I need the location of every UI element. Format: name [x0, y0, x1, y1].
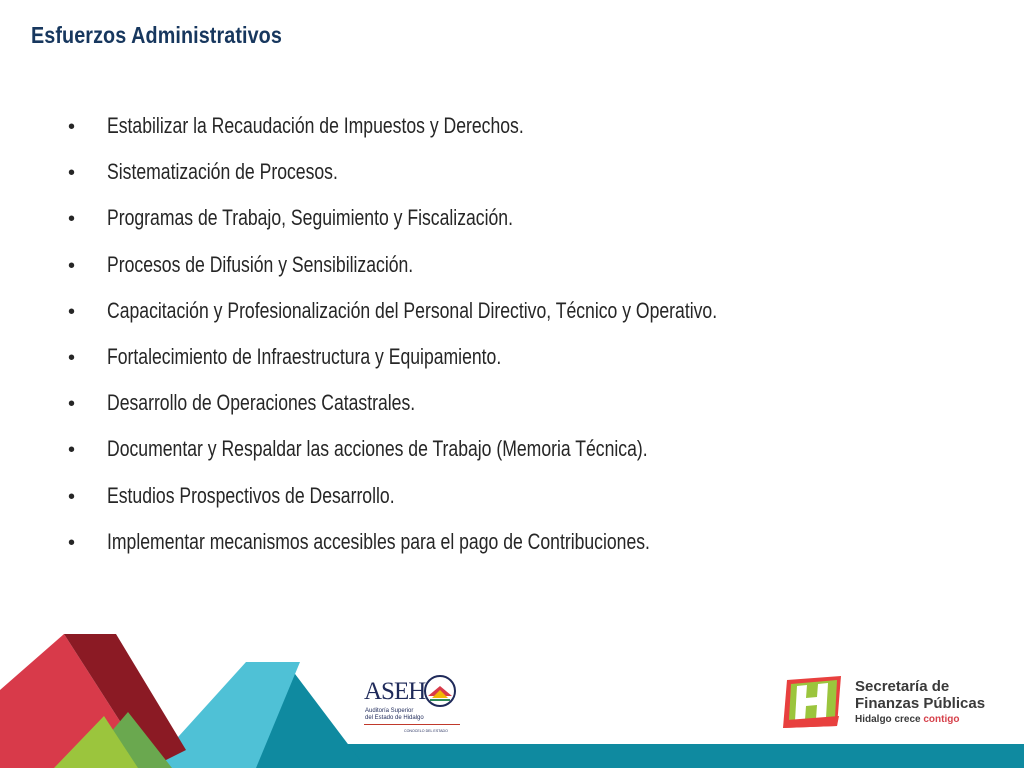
aseh-divider	[364, 724, 460, 725]
aseh-logo-subtitle	[365, 708, 455, 721]
sfp-name-line: Finanzas Públicas	[855, 695, 986, 712]
bullet-dot: •	[68, 208, 76, 231]
sfp-slogan-accent: contigo	[923, 714, 960, 725]
bullet-text: Desarrollo de Operaciones Catastrales.	[107, 390, 416, 416]
aseh-subtitle-line: del Estado de Hidalgo	[365, 714, 424, 721]
bullet-dot: •	[68, 393, 76, 416]
sfp-slogan-main: Hidalgo crece	[855, 714, 921, 725]
bullet-dot: •	[68, 162, 76, 185]
aseh-logo-name: ASEH	[364, 678, 426, 705]
aseh-logo	[360, 672, 470, 738]
bullet-dot: •	[68, 254, 76, 277]
sfp-name-line: Secretaría de	[855, 678, 950, 695]
sfp-logo	[779, 672, 989, 732]
h-logo-icon	[779, 674, 845, 730]
bullet-text: Programas de Trabajo, Seguimiento y Fiscalización.	[107, 205, 513, 231]
bullet-text: Sistematización de Procesos.	[107, 159, 338, 185]
bullet-dot: •	[68, 439, 76, 462]
book-emblem-icon	[418, 674, 462, 708]
bullet-dot: •	[68, 485, 76, 508]
slide-title: Esfuerzos Administrativos	[31, 22, 282, 48]
bullet-dot: •	[68, 116, 76, 138]
sfp-slogan	[855, 714, 959, 725]
aseh-subtitle-line: Auditoría Superior	[365, 708, 414, 714]
bullet-dot: •	[68, 346, 76, 369]
bullet-text: Documentar y Respaldar las acciones de Trabajo (Memoria Técnica).	[107, 436, 648, 462]
bullet-text: Fortalecimiento de Infraestructura y Equipamiento.	[107, 343, 502, 369]
bullet-text: Estudios Prospectivos de Desarrollo.	[107, 482, 395, 508]
bullet-text: Procesos de Difusión y Sensibilización.	[107, 251, 414, 277]
bullet-text: Estabilizar la Recaudación de Impuestos y Derechos.	[107, 113, 524, 138]
aseh-logo-caption: CONOCELO DEL ESTADO	[404, 729, 448, 733]
bullet-dot: •	[68, 531, 76, 554]
bullet-text: Capacitación y Profesionalización del Personal Directivo, Técnico y Operativo.	[107, 297, 718, 323]
bullet-dot: •	[68, 300, 76, 323]
bullet-text: Implementar mecanismos accesibles para el pago de Contribuciones.	[107, 528, 650, 554]
